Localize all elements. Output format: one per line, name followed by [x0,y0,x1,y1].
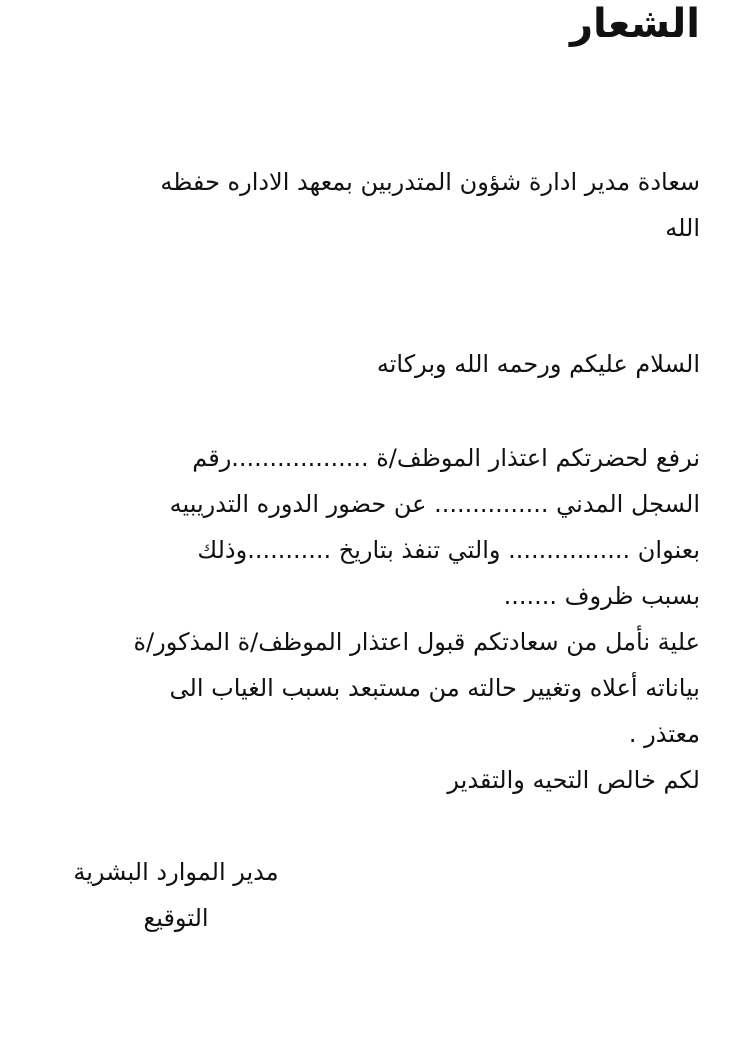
body-line-7: معتذر . [628,720,700,748]
body-line-4: بسبب ظروف ....... [503,582,700,610]
signature-title: مدير الموارد البشرية [73,858,279,886]
body-line-5: علية نأمل من سعادتكم قبول اعتذار الموظف/ة المذكور/ة [133,628,700,656]
body-line-1: نرفع لحضرتكم اعتذار الموظف/ة ..................رقم [192,444,700,472]
body-line-3: بعنوان ................ والتي تنفذ بتاريخ ...........وذلك [197,536,700,564]
greeting: السلام عليكم ورحمه الله وبركاته [376,350,700,378]
body-line-6: بياناته أعلاه وتغيير حالته من مستبعد بسبب الغياب الى [169,674,700,702]
body-line-2: السجل المدني ............... عن حضور الدوره التدريبيه [169,490,700,518]
closing-line: لكم خالص التحيه والتقدير [447,766,700,794]
addressee-line-1: سعادة مدير ادارة شؤون المتدربين بمعهد الاداره حفظه [160,168,700,196]
logo-placeholder: الشعار [569,1,700,47]
signature-label: التوقيع [143,904,209,932]
addressee-line-2: الله [665,214,700,242]
